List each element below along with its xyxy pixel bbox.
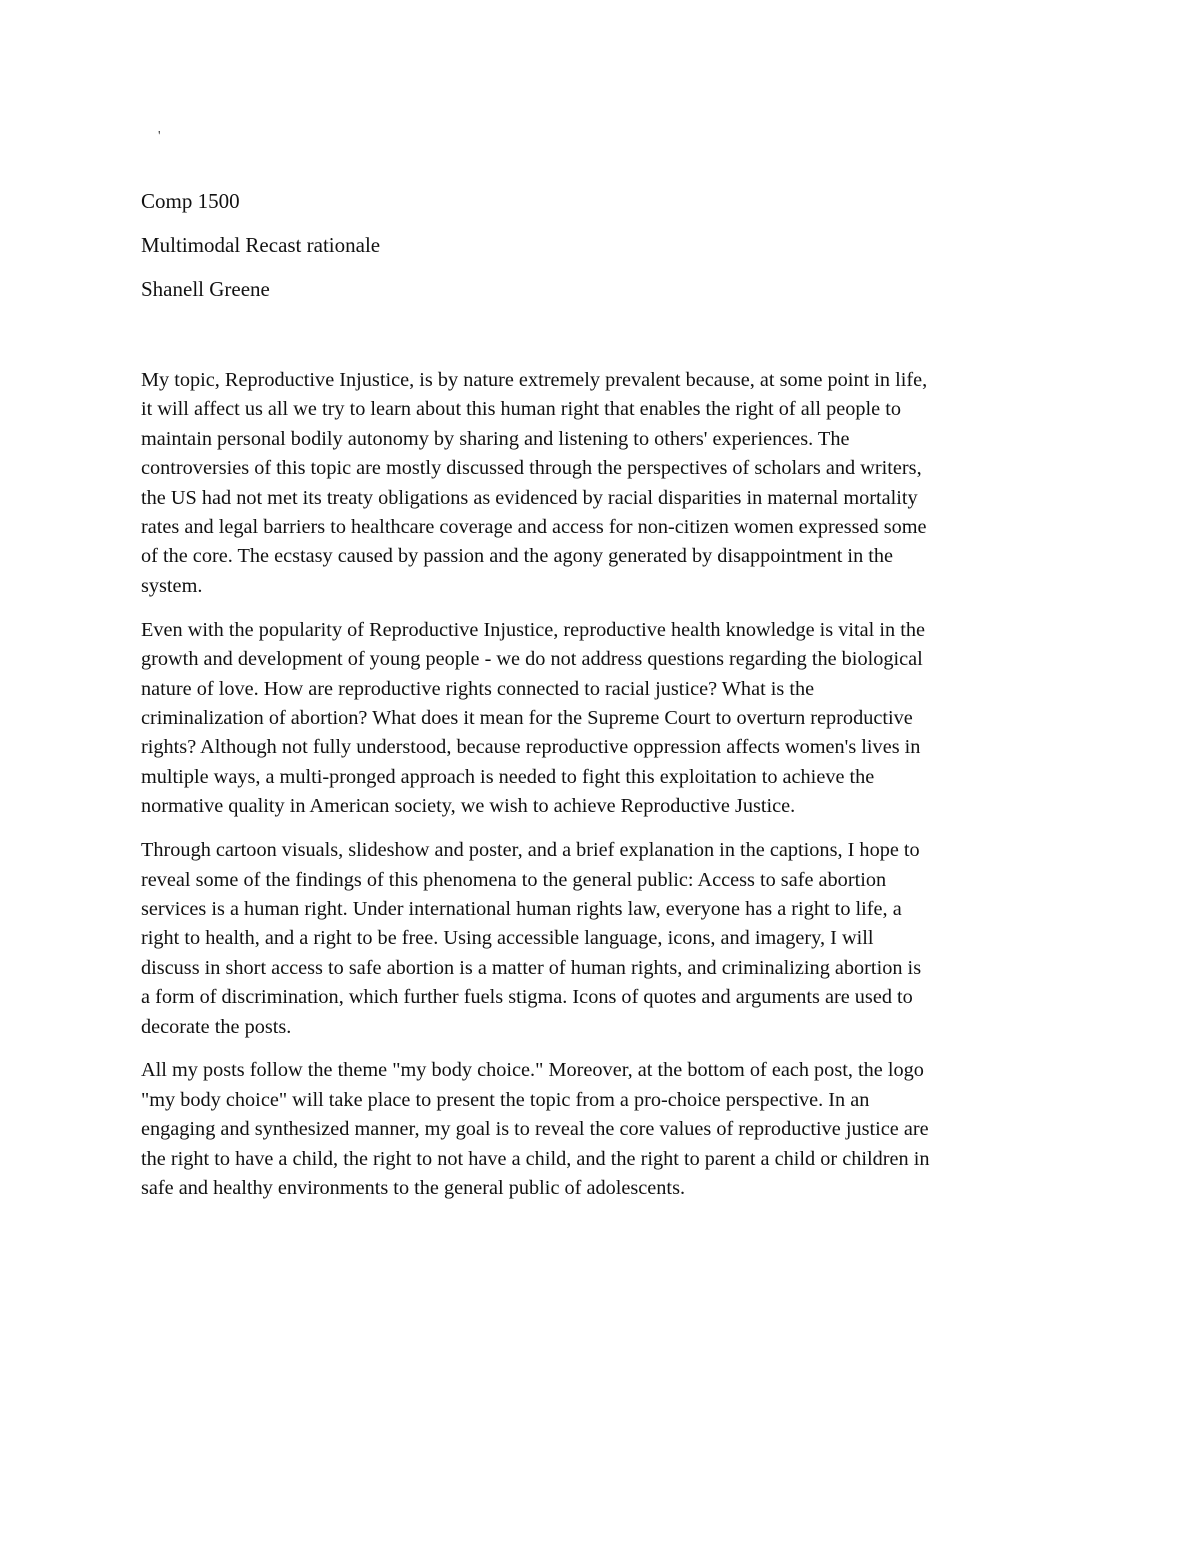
text-line: multiple ways, a multi-pronged approach is needed to fight this exploitation to achieve the (141, 765, 875, 788)
course-line: Comp 1500 (141, 189, 240, 213)
text-line: the US had not met its treaty obligations as evidenced by racial disparities in maternal mortality (141, 486, 918, 509)
text-line: normative quality in American society, we wish to achieve Reproductive Justice. (141, 795, 796, 818)
document-header (141, 186, 1061, 318)
text-line: nature of love. How are reproductive rights connected to racial justice? What is the (141, 677, 815, 700)
paragraph-4 (141, 1056, 1071, 1203)
text-line: decorate the posts. (141, 1015, 292, 1038)
text-line: discuss in short access to safe abortion is a matter of human rights, and criminalizing abortion is (141, 956, 922, 979)
author-name: Shanell Greene (141, 277, 270, 301)
text-line: rates and legal barriers to healthcare coverage and access for non-citizen women expressed some (141, 516, 927, 539)
text-line: engaging and synthesized manner, my goal is to reveal the core values of reproductive justice are (141, 1118, 929, 1141)
paragraph-1 (141, 366, 1071, 601)
document-body (141, 366, 1071, 1218)
text-line: right to health, and a right to be free. Using accessible language, icons, and imagery, I will (141, 927, 874, 950)
text-line: Even with the popularity of Reproductive Injustice, reproductive health knowledge is vital in the (141, 618, 925, 641)
text-line: a form of discrimination, which further fuels stigma. Icons of quotes and arguments are used to (141, 986, 913, 1009)
text-line: Through cartoon visuals, slideshow and poster, and a brief explanation in the captions, I hope to (141, 839, 920, 862)
text-line: of the core. The ecstasy caused by passion and the agony generated by disappointment in the (141, 545, 894, 568)
text-line: growth and development of young people - we do not address questions regarding the biological (141, 648, 923, 671)
text-line: All my posts follow the theme "my body choice." Moreover, at the bottom of each post, the logo (141, 1059, 924, 1082)
stray-mark: ' (158, 129, 161, 144)
text-line: system. (141, 574, 203, 597)
assignment-title: Multimodal Recast rationale (141, 233, 381, 257)
text-line: safe and healthy environments to the general public of adolescents. (141, 1177, 686, 1200)
text-line: it will affect us all we try to learn about this human right that enables the right of all people to (141, 398, 901, 421)
text-line: maintain personal bodily autonomy by sharing and listening to others' experiences. The (141, 427, 850, 450)
text-line: services is a human right. Under international human rights law, everyone has a right to life, a (141, 897, 902, 920)
text-line: controversies of this topic are mostly discussed through the perspectives of scholars and writers, (141, 457, 922, 480)
text-line: reveal some of the findings of this phenomena to the general public: Access to safe abortion (141, 868, 887, 891)
text-line: rights? Although not fully understood, because reproductive oppression affects women's lives in (141, 736, 921, 759)
text-line: the right to have a child, the right to not have a child, and the right to parent a child or children in (141, 1147, 930, 1170)
text-line: criminalization of abortion? What does it mean for the Supreme Court to overturn reproductive (141, 706, 913, 729)
text-line: My topic, Reproductive Injustice, is by nature extremely prevalent because, at some point in life, (141, 369, 928, 391)
paragraph-3 (141, 836, 1071, 1042)
paragraph-2 (141, 616, 1071, 822)
text-line: "my body choice" will take place to present the topic from a pro-choice perspective. In an (141, 1088, 870, 1111)
